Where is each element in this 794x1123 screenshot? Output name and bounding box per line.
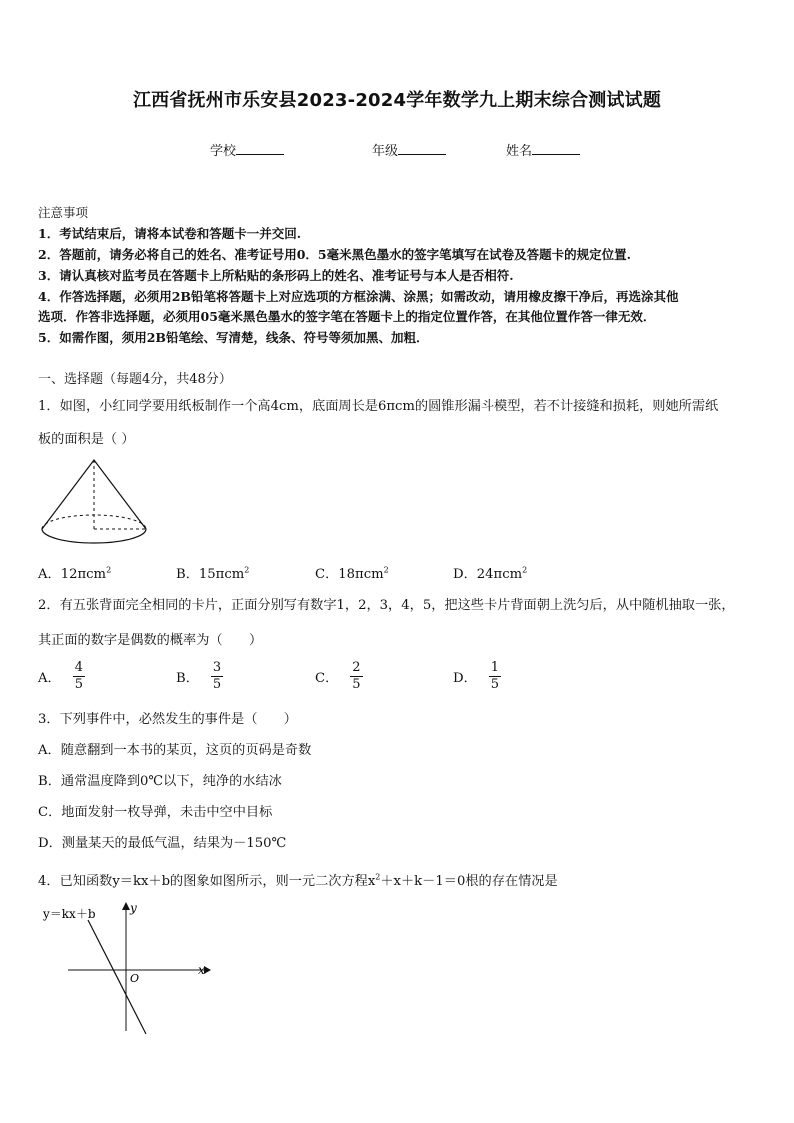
name-field xyxy=(506,140,580,159)
q2-option-c: C． $\frac{2}{5}$ xyxy=(315,660,361,692)
note-item: 3．请认真核对监考员在答题卡上所粘贴的条形码上的姓名、准考证号与本人是否相符. xyxy=(38,268,514,283)
q2-option-d: D． $\frac{1}{5}$ xyxy=(453,660,500,692)
q1-option-c: C．18πcm$^2$ xyxy=(315,565,389,582)
school-blank xyxy=(236,142,284,155)
y-axis-label: y xyxy=(130,901,137,915)
note-item: 4．作答选择题，必须用2B铅笔将答题卡上对应选项的方框涂满、涂黑；如需改动，请用橡皮擦干净后，再选涂其他 xyxy=(38,289,679,304)
name-label: 姓名 xyxy=(506,144,533,159)
page-title: 江西省抚州市乐安县2023-2024学年数学九上期末综合测试试题 xyxy=(132,90,662,111)
q3-option-b: B．通常温度降到0℃以下，纯净的水结冰 xyxy=(38,774,282,789)
school-field xyxy=(210,140,284,159)
q3-option-c: C．地面发射一枚导弹，未击中空中目标 xyxy=(38,805,273,820)
grade-label: 年级 xyxy=(372,144,399,159)
notes-heading: 注意事项 xyxy=(38,205,89,220)
q4-function: y＝kx＋b xyxy=(112,874,171,889)
name-blank xyxy=(532,142,580,155)
q2-option-a: A． $\frac{4}{5}$ xyxy=(38,660,83,692)
cone-figure xyxy=(36,455,156,550)
origin-label: O xyxy=(130,972,140,985)
q1-stem-line1: 1．如图，小红同学要用纸板制作一个高4cm，底面周长是6πcm的圆锥形漏斗模型，若不计接缝和损耗，则她所需纸 xyxy=(38,399,719,414)
q2-stem-line1: 2．有五张背面完全相同的卡片，正面分别写有数字1，2，3，4，5，把这些卡片背面朝上洗匀后，从中随机抽取一张， xyxy=(38,598,735,613)
graph-line-label: y＝kx＋b xyxy=(43,907,96,921)
q1-stem-line2: 板的面积是（ ） xyxy=(38,432,135,447)
grade-blank xyxy=(398,142,446,155)
q1-option-a: A．12πcm$^2$ xyxy=(38,565,112,582)
grade-field xyxy=(372,140,446,159)
note-item: 5．如需作图，须用2B铅笔绘、写清楚，线条、符号等须加黑、加粗． xyxy=(38,330,429,345)
note-item: 1．考试结束后，请将本试卷和答题卡一并交回. xyxy=(38,226,302,241)
section-heading: 一、选择题（每题4分，共48分） xyxy=(38,372,232,387)
q4-stem: 4．已知函数y＝kx＋b的图象如图所示，则一元二次方程$x^2+x+k-1=0$根的存在情况是 xyxy=(38,872,558,889)
q4-equation: $x^2+x+k-1=0$ xyxy=(367,872,466,889)
x-axis-label: x xyxy=(198,963,205,977)
linear-function-graph xyxy=(36,896,216,1041)
q2-stem-line2: 其正面的数字是偶数的概率为（ ） xyxy=(38,633,263,648)
school-label: 学校 xyxy=(210,144,237,159)
q3-stem: 3．下列事件中，必然发生的事件是（ ） xyxy=(38,712,297,727)
q1-option-b: B．15πcm$^2$ xyxy=(176,565,250,582)
note-item: 选项．作答非选择题，必须用05毫米黑色墨水的签字笔在答题卡上的指定位置作答，在其他位置作答一律无效． xyxy=(38,309,656,324)
q3-option-a: A．随意翻到一本书的某页，这页的页码是奇数 xyxy=(38,743,312,758)
q3-option-d: D．测量某天的最低气温，结果为－150℃ xyxy=(38,836,287,851)
q2-option-b: B． $\frac{3}{5}$ xyxy=(176,660,222,692)
note-item: 2．答题前，请务必将自己的姓名、准考证号用0．5毫米黑色墨水的签字笔填写在试卷及答题卡的规定位置. xyxy=(38,247,631,262)
q1-option-d: D．24πcm$^2$ xyxy=(453,565,528,582)
